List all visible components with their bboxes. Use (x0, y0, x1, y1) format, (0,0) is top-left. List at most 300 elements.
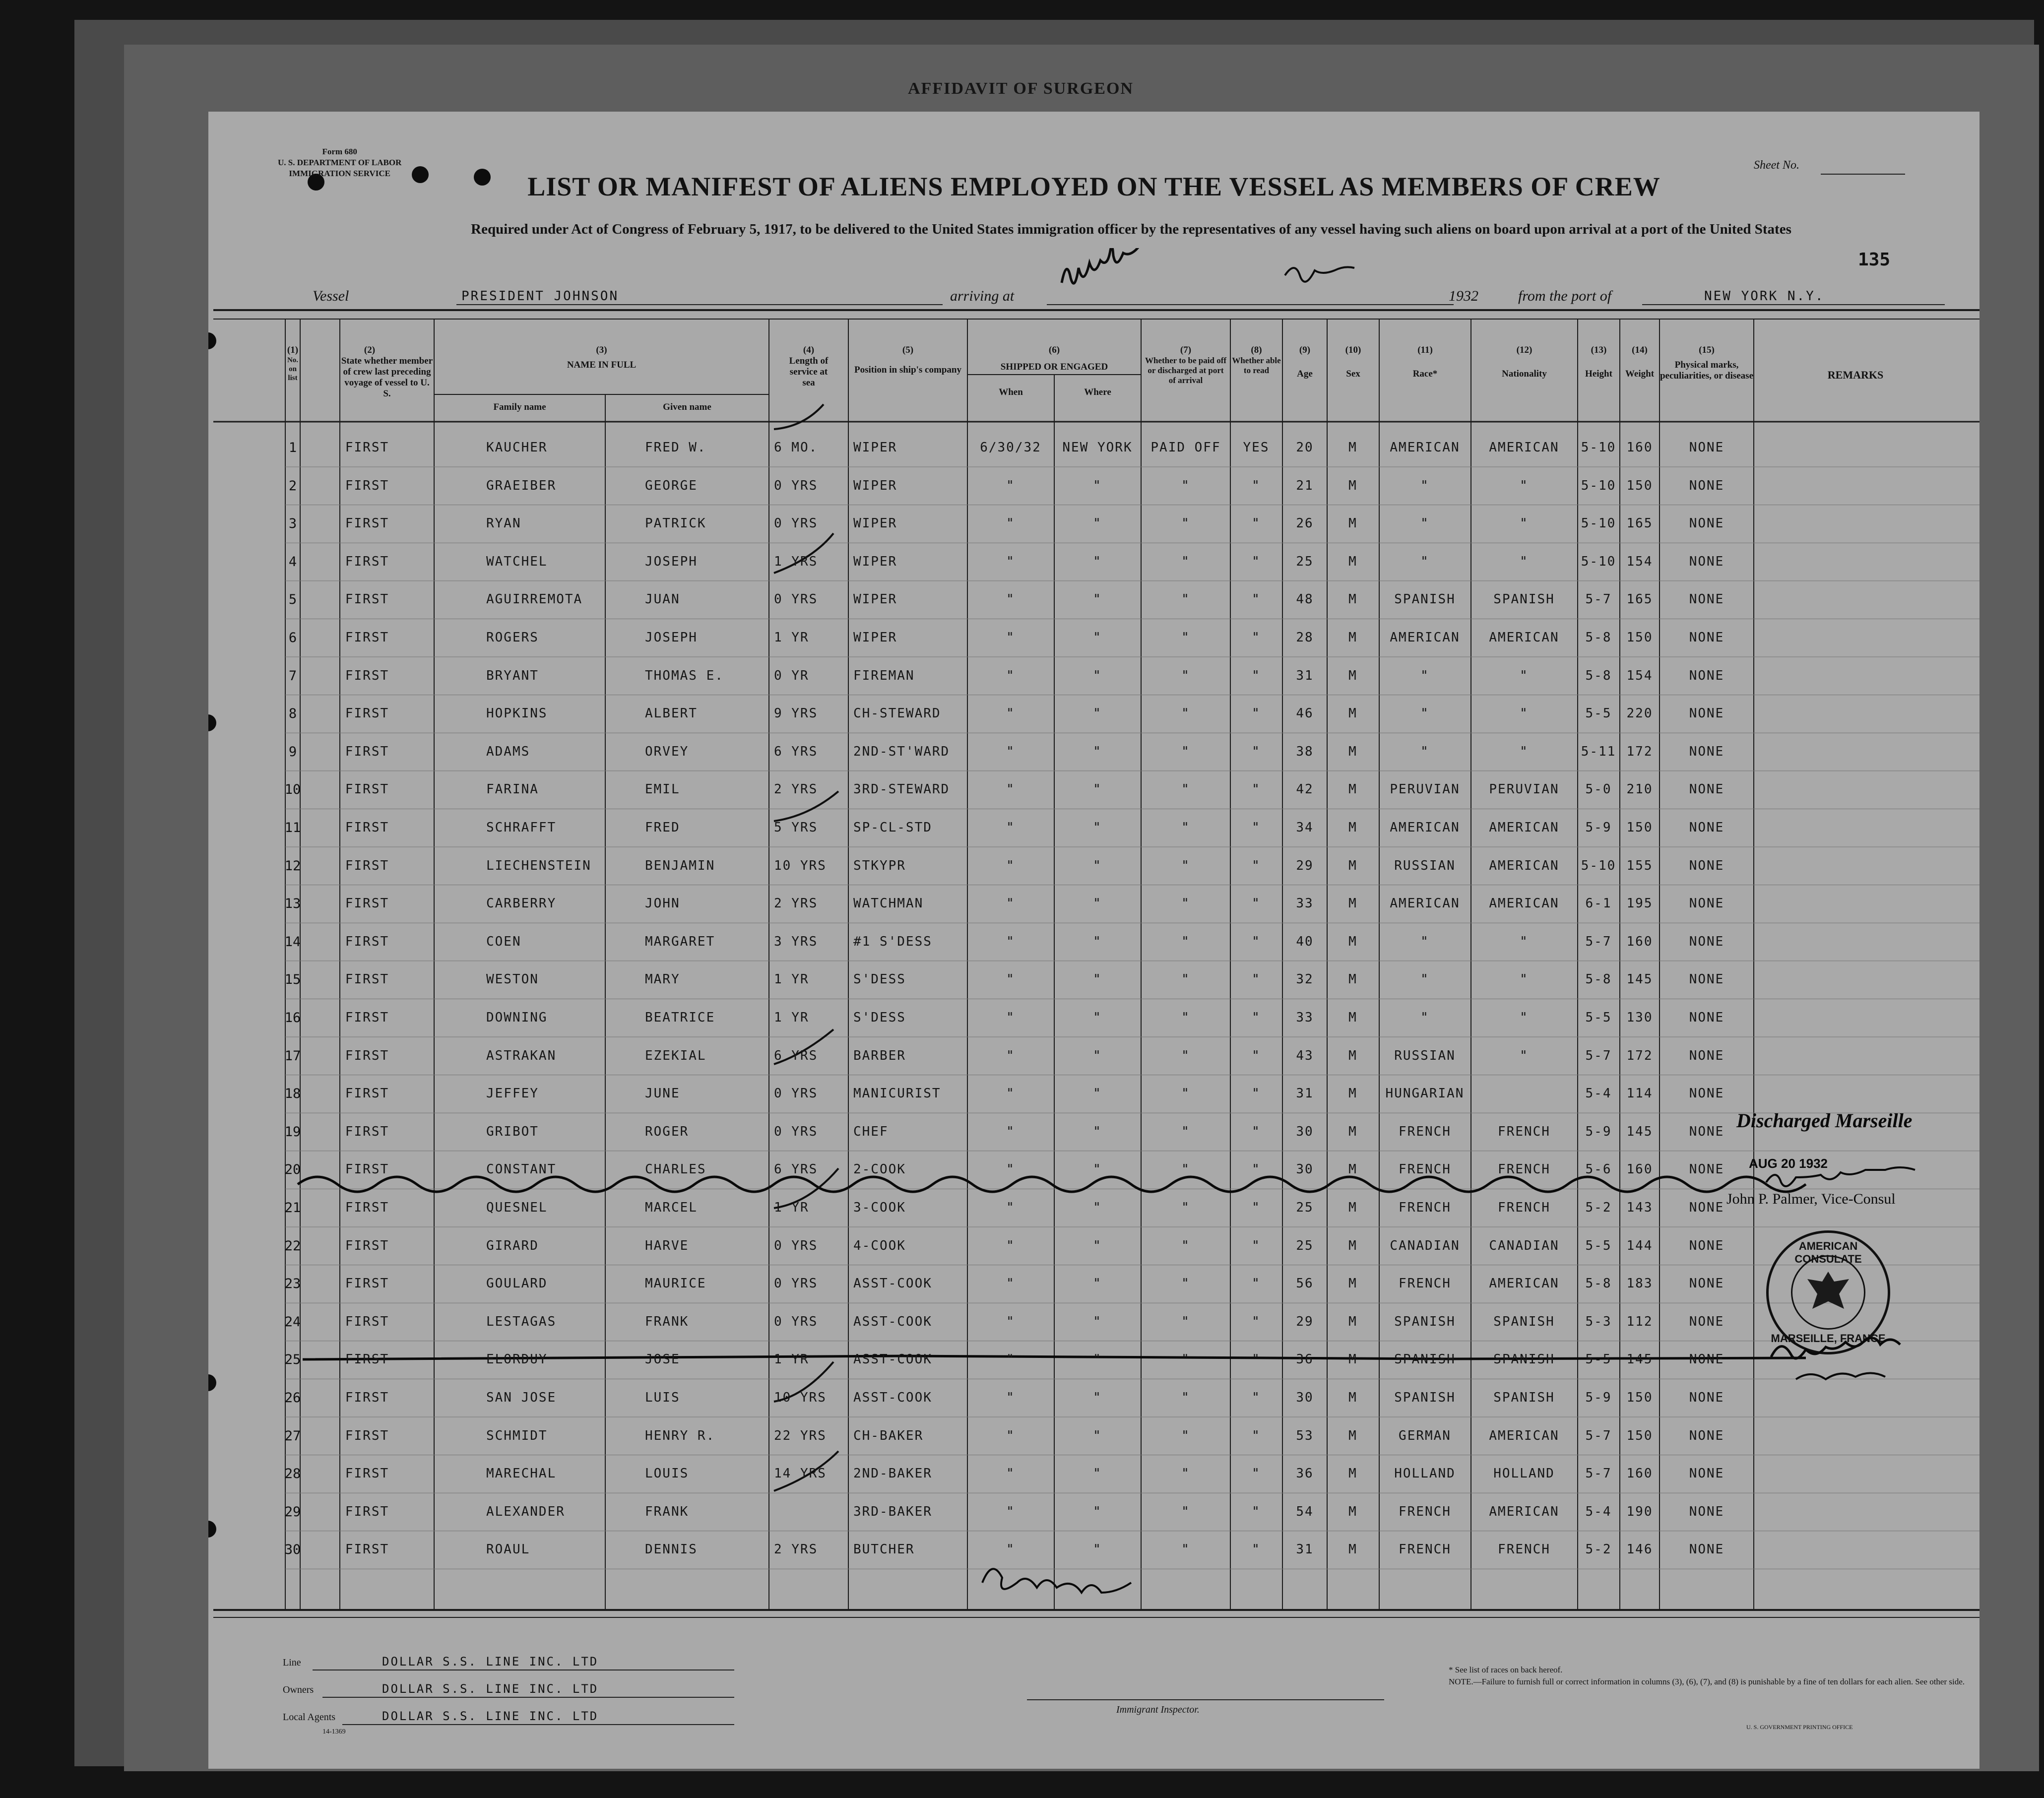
cell-marks: NONE (1689, 1504, 1725, 1519)
cell-marks: NONE (1689, 1200, 1725, 1215)
page-subtitle: Required under Act of Congress of February 5, 1917, to be delivered to the United States immigration officer by the representatives of any vessel having such aliens on board upon arrival at a port of the United States (471, 221, 1791, 237)
cell-when: " (1006, 972, 1015, 987)
cell-race: SPANISH (1394, 1314, 1456, 1329)
cell-service: 0 YRS (774, 1314, 818, 1329)
seal-bottom-text: MARSEILLE, FRANCE (1771, 1332, 1886, 1345)
page-title: LIST OR MANIFEST OF ALIENS EMPLOYED ON THE VESSEL AS MEMBERS OF CREW (527, 172, 1661, 201)
cell-race: AMERICAN (1390, 896, 1460, 911)
cell-race: " (1420, 706, 1429, 721)
cell-age: 53 (1296, 1428, 1314, 1443)
cell-weight: 210 (1626, 782, 1653, 797)
cell-race: PERUVIAN (1390, 782, 1460, 797)
col-num: (10) (1345, 345, 1361, 355)
cell-given: HARVE (645, 1238, 689, 1253)
cell-given: FRANK (645, 1314, 689, 1329)
cell-where: " (1093, 1124, 1102, 1139)
cell-weight: 172 (1626, 1048, 1653, 1063)
cell-read: " (1252, 1504, 1261, 1519)
cell-no: 17 (284, 1048, 301, 1064)
cell-race: " (1420, 1010, 1429, 1025)
cell-read: " (1252, 592, 1261, 607)
fine-note: NOTE.—Failure to furnish full or correct information in columns (3), (6), (7), and (8) is punishable by a fine of ten dollars for each alien. See other side. (1449, 1677, 1965, 1686)
cell-service: 10 YRS (774, 858, 827, 873)
cell-weight: 145 (1626, 1124, 1653, 1139)
cell-given: ROGER (645, 1124, 689, 1139)
cell-weight: 150 (1626, 630, 1653, 645)
cell-paid: " (1181, 592, 1190, 607)
cell-weight: 114 (1626, 1086, 1653, 1101)
inspector-initials (972, 1553, 1220, 1612)
col-num: (12) (1516, 345, 1533, 355)
cell-race: AMERICAN (1390, 820, 1460, 835)
col-label: Sex (1346, 369, 1360, 379)
cell-height: 5-8 (1585, 972, 1612, 987)
cell-where: " (1093, 1352, 1102, 1367)
cell-height: 5-10 (1581, 554, 1616, 569)
line-value: DOLLAR S.S. LINE INC. LTD (382, 1655, 599, 1669)
cell-sex: M (1348, 782, 1357, 797)
cell-age: 56 (1296, 1276, 1314, 1291)
cell-when: " (1006, 744, 1015, 759)
cell-service: 1 YR (774, 972, 809, 987)
cell-height: 5-7 (1585, 592, 1612, 607)
cell-position: STKYPR (853, 858, 906, 873)
cell-paid: " (1181, 630, 1190, 645)
cell-given: JUAN (645, 592, 680, 607)
cell-status: FIRST (345, 1542, 389, 1557)
cell-race: " (1420, 972, 1429, 987)
form-number-label: Form 680 (322, 147, 357, 156)
col-num: (1) (287, 345, 299, 355)
cell-marks: NONE (1689, 516, 1725, 531)
cell-height: 5-3 (1585, 1314, 1612, 1329)
vessel-label: Vessel (313, 288, 349, 304)
cell-status: FIRST (345, 592, 389, 607)
cell-when: " (1006, 1010, 1015, 1025)
cell-service: 1 YR (774, 1200, 809, 1215)
cell-race: " (1420, 516, 1429, 531)
cell-height: 5-8 (1585, 1276, 1612, 1291)
cell-family: DOWNING (486, 1010, 548, 1025)
col-num: (7) (1180, 345, 1192, 355)
cell-service: 0 YRS (774, 1086, 818, 1101)
cell-sex: M (1348, 972, 1357, 987)
cell-read: " (1252, 896, 1261, 911)
date-stamp: AUG 20 1932 (1749, 1156, 1828, 1171)
cell-service: 0 YR (774, 668, 809, 683)
cell-service: 10 YRS (774, 1390, 827, 1405)
cell-nat: AMERICAN (1489, 896, 1559, 911)
cell-given: LOUIS (645, 1466, 689, 1481)
cell-age: 33 (1296, 896, 1314, 911)
cell-sex: M (1348, 1010, 1357, 1025)
cell-age: 25 (1296, 554, 1314, 569)
cell-paid: " (1181, 706, 1190, 721)
cell-when: " (1006, 554, 1015, 569)
cell-family: LESTAGAS (486, 1314, 557, 1329)
cell-no: 26 (284, 1390, 301, 1406)
cell-status: FIRST (345, 1504, 389, 1519)
cell-sex: M (1348, 858, 1357, 873)
cell-where: " (1093, 1466, 1102, 1481)
col-label: State whether member of crew last preceding voyage of vessel to U. S. (341, 356, 433, 399)
cell-when: " (1006, 782, 1015, 797)
cell-read: " (1252, 934, 1261, 949)
cell-age: 42 (1296, 782, 1314, 797)
cell-race: " (1420, 934, 1429, 949)
cell-marks: NONE (1689, 1428, 1725, 1443)
cell-read: " (1252, 858, 1261, 873)
seal-top-text: AMERICAN CONSULATE (1794, 1240, 1862, 1265)
cell-service: 9 YRS (774, 706, 818, 721)
cell-read: " (1252, 1466, 1261, 1481)
cell-given: MAURICE (645, 1276, 706, 1291)
agents-underline (342, 1724, 734, 1725)
cell-marks: NONE (1689, 1352, 1725, 1367)
cell-family: GOULARD (486, 1276, 548, 1291)
cell-no: 18 (284, 1086, 301, 1102)
owners-label: Owners (283, 1684, 314, 1695)
cell-marks: NONE (1689, 440, 1725, 455)
col-num: (9) (1299, 345, 1311, 355)
col-header-9 (1282, 345, 1327, 380)
consul-name: John P. Palmer, Vice-Consul (1726, 1191, 1896, 1207)
cell-service: 6 YRS (774, 1048, 818, 1063)
cell-race: HOLLAND (1394, 1466, 1456, 1481)
cell-service: 0 YRS (774, 1238, 818, 1253)
cell-position: FIREMAN (853, 668, 915, 683)
cell-no: 23 (284, 1276, 301, 1292)
cell-service: 1 YRS (774, 554, 818, 569)
sheet-label: Sheet No. (1754, 159, 1799, 172)
cell-status: FIRST (345, 1314, 389, 1329)
cell-service: 2 YRS (774, 896, 818, 911)
cell-age: 33 (1296, 1010, 1314, 1025)
cell-status: FIRST (345, 1466, 389, 1481)
cell-age: 46 (1296, 706, 1314, 721)
cell-race: RUSSIAN (1394, 1048, 1456, 1063)
cell-read: " (1252, 630, 1261, 645)
cell-given: MARY (645, 972, 680, 987)
cell-status: FIRST (345, 1238, 389, 1253)
cell-given: ALBERT (645, 706, 698, 721)
cell-where: " (1093, 858, 1102, 873)
cell-nat: AMERICAN (1489, 1428, 1559, 1443)
cell-weight: 165 (1626, 516, 1653, 531)
cell-sex: M (1348, 1390, 1357, 1405)
cell-nat: AMERICAN (1489, 820, 1559, 835)
cell-service: 6 YRS (774, 1162, 818, 1177)
cell-position: S'DESS (853, 1010, 906, 1025)
cell-age: 36 (1296, 1352, 1314, 1367)
cell-status: FIRST (345, 1048, 389, 1063)
cell-height: 5-4 (1585, 1086, 1612, 1101)
cell-no: 2 (288, 478, 297, 494)
cell-marks: NONE (1689, 972, 1725, 987)
cell-read: " (1252, 554, 1261, 569)
cell-marks: NONE (1689, 1390, 1725, 1405)
cell-age: 48 (1296, 592, 1314, 607)
cell-position: 4-COOK (853, 1238, 906, 1253)
cell-when: " (1006, 1542, 1015, 1557)
cell-marks: NONE (1689, 1314, 1725, 1329)
cell-where: " (1093, 820, 1102, 835)
col-header-8 (1230, 345, 1282, 376)
col-num: (5) (902, 345, 914, 355)
cell-read: " (1252, 782, 1261, 797)
cell-where: " (1093, 1162, 1102, 1177)
year-suffix: 2 (1471, 288, 1478, 304)
cell-service: 0 YRS (774, 592, 818, 607)
cell-no: 14 (284, 934, 301, 950)
cell-position: 2ND-ST'WARD (853, 744, 950, 759)
cell-read: " (1252, 1048, 1261, 1063)
cell-where: NEW YORK (1062, 440, 1133, 455)
col-label: No. on list (287, 356, 299, 382)
cell-paid: " (1181, 1390, 1190, 1405)
cell-height: 5-2 (1585, 1542, 1612, 1557)
cell-where: " (1093, 934, 1102, 949)
cell-height: 5-4 (1585, 1504, 1612, 1519)
cell-marks: NONE (1689, 478, 1725, 493)
cell-paid: " (1181, 1504, 1190, 1519)
cell-nat: AMERICAN (1489, 440, 1559, 455)
cell-age: 30 (1296, 1390, 1314, 1405)
cell-marks: NONE (1689, 782, 1725, 797)
col-num: (2) (364, 345, 376, 355)
cell-when: " (1006, 1428, 1015, 1443)
cell-no: 3 (288, 516, 297, 532)
backing-title: AFFIDAVIT OF SURGEON (908, 79, 1134, 98)
col-header-12 (1471, 345, 1578, 380)
owners-value: DOLLAR S.S. LINE INC. LTD (382, 1682, 599, 1696)
cell-read: " (1252, 1428, 1261, 1443)
cell-age: 25 (1296, 1238, 1314, 1253)
cell-height: 6-1 (1585, 896, 1612, 911)
cell-weight: 165 (1626, 592, 1653, 607)
cell-paid: " (1181, 1466, 1190, 1481)
cell-race: " (1420, 554, 1429, 569)
cell-no: 22 (284, 1238, 301, 1254)
cell-status: FIRST (345, 554, 389, 569)
cell-paid: " (1181, 1086, 1190, 1101)
cell-given: CHARLES (645, 1162, 706, 1177)
col-num: (15) (1699, 345, 1715, 355)
col-label: Age (1297, 369, 1313, 379)
cell-position: S'DESS (853, 972, 906, 987)
cell-race: SPANISH (1394, 1352, 1456, 1367)
cell-family: GIRARD (486, 1238, 539, 1253)
cell-service: 14 YRS (774, 1466, 827, 1481)
subheader-where: Where (1084, 387, 1111, 397)
cell-status: FIRST (345, 1390, 389, 1405)
cell-read: " (1252, 1124, 1261, 1139)
cell-age: 28 (1296, 630, 1314, 645)
cell-nat: AMERICAN (1489, 1276, 1559, 1291)
cell-race: FRENCH (1399, 1542, 1451, 1557)
cell-paid: " (1181, 1352, 1190, 1367)
service-label: IMMIGRATION SERVICE (289, 169, 390, 178)
cell-given: EZEKIAL (645, 1048, 706, 1063)
cell-position: WATCHMAN (853, 896, 924, 911)
cell-service: 22 YRS (774, 1428, 827, 1443)
col-label: NAME IN FULL (567, 360, 637, 370)
cell-position: BUTCHER (853, 1542, 915, 1557)
cell-service: 0 YRS (774, 1124, 818, 1139)
cell-family: CONSTANT (486, 1162, 557, 1177)
cell-service: 5 YRS (774, 820, 818, 835)
cell-weight: 155 (1626, 858, 1653, 873)
vessel-name: PRESIDENT JOHNSON (461, 289, 619, 304)
cell-paid: " (1181, 858, 1190, 873)
cell-age: 25 (1296, 1200, 1314, 1215)
cell-service: 1 YR (774, 1010, 809, 1025)
cell-height: 5-7 (1585, 1428, 1612, 1443)
cell-paid: " (1181, 972, 1190, 987)
cell-sex: M (1348, 630, 1357, 645)
cell-position: CH-STEWARD (853, 706, 941, 721)
cell-nat: AMERICAN (1489, 1504, 1559, 1519)
cell-when: " (1006, 1466, 1015, 1481)
cell-weight: 143 (1626, 1200, 1653, 1215)
cell-family: ELORDUY (486, 1352, 548, 1367)
year-prefix: 193 (1449, 288, 1471, 304)
cell-service: 0 YRS (774, 478, 818, 493)
cell-nat: " (1520, 706, 1529, 721)
col-label: Position in ship's company (854, 365, 961, 375)
cell-age: 38 (1296, 744, 1314, 759)
cell-service: 0 YRS (774, 516, 818, 531)
cell-nat: " (1520, 668, 1529, 683)
cell-position: #1 S'DESS (853, 934, 932, 949)
cell-weight: 160 (1626, 934, 1653, 949)
cell-given: LUIS (645, 1390, 680, 1405)
cell-height: 5-5 (1585, 1238, 1612, 1253)
cell-where: " (1093, 1542, 1102, 1557)
cell-when: " (1006, 1276, 1015, 1291)
cell-no: 25 (284, 1352, 301, 1368)
cell-when: " (1006, 1124, 1015, 1139)
discharged-note: Discharged Marseille (1736, 1109, 1913, 1132)
col-header-3 (434, 345, 769, 371)
cell-family: SCHMIDT (486, 1428, 548, 1443)
cell-position: WIPER (853, 516, 897, 531)
cell-race: " (1420, 668, 1429, 683)
col-num: (3) (596, 345, 607, 355)
cell-status: FIRST (345, 440, 389, 455)
cell-weight: 190 (1626, 1504, 1653, 1519)
cell-marks: NONE (1689, 592, 1725, 607)
col-num: (4) (803, 345, 815, 355)
cell-age: 29 (1296, 1314, 1314, 1329)
cell-height: 5-9 (1585, 820, 1612, 835)
cell-no: 30 (284, 1542, 301, 1558)
cell-given: JOSEPH (645, 630, 698, 645)
cell-status: FIRST (345, 668, 389, 683)
cell-nat: AMERICAN (1489, 858, 1559, 873)
cell-given: EMIL (645, 782, 680, 797)
cell-service: 0 YRS (774, 1276, 818, 1291)
cell-given: GEORGE (645, 478, 698, 493)
cell-marks: NONE (1689, 668, 1725, 683)
department-label: U. S. DEPARTMENT OF LABOR (278, 158, 402, 167)
cell-position: MANICURIST (853, 1086, 941, 1101)
cell-family: WATCHEL (486, 554, 548, 569)
cell-no: 12 (284, 858, 301, 874)
eagle-icon (1792, 1257, 1864, 1328)
cell-status: FIRST (345, 858, 389, 873)
cell-when: " (1006, 1238, 1015, 1253)
cell-height: 5-10 (1581, 478, 1616, 493)
form-code: 14-1369 (322, 1728, 346, 1735)
printer-note: U. S. GOVERNMENT PRINTING OFFICE (1746, 1724, 1853, 1731)
cell-read: " (1252, 1010, 1261, 1025)
cell-weight: 220 (1626, 706, 1653, 721)
col-num: (8) (1251, 345, 1262, 355)
cell-where: " (1093, 554, 1102, 569)
cell-marks: NONE (1689, 858, 1725, 873)
cell-paid: " (1181, 782, 1190, 797)
cell-age: 34 (1296, 820, 1314, 835)
cell-race: FRENCH (1399, 1276, 1451, 1291)
cell-sex: M (1348, 706, 1357, 721)
cell-family: ALEXANDER (486, 1504, 565, 1519)
cell-age: 31 (1296, 1542, 1314, 1557)
cell-age: 26 (1296, 516, 1314, 531)
cell-where: " (1093, 782, 1102, 797)
cell-sex: M (1348, 1466, 1357, 1481)
cell-weight: 146 (1626, 1542, 1653, 1557)
col-label: Whether able to read (1232, 356, 1281, 375)
cell-given: JOSEPH (645, 554, 698, 569)
cell-read: " (1252, 1314, 1261, 1329)
cell-age: 30 (1296, 1162, 1314, 1177)
cell-age: 31 (1296, 668, 1314, 683)
cell-age: 30 (1296, 1124, 1314, 1139)
cell-nat: " (1520, 744, 1529, 759)
cell-family: SCHRAFFT (486, 820, 557, 835)
cell-when: " (1006, 896, 1015, 911)
cell-where: " (1093, 1504, 1102, 1519)
cell-weight: 154 (1626, 554, 1653, 569)
cell-age: 43 (1296, 1048, 1314, 1063)
cell-sex: M (1348, 1048, 1357, 1063)
cell-weight: 150 (1626, 1390, 1653, 1405)
cell-given: MARGARET (645, 934, 715, 949)
cell-weight: 150 (1626, 820, 1653, 835)
cell-sex: M (1348, 934, 1357, 949)
cell-no: 15 (284, 972, 301, 988)
cell-marks: NONE (1689, 1238, 1725, 1253)
cell-family: KAUCHER (486, 440, 548, 455)
cell-given: DENNIS (645, 1542, 698, 1557)
cell-paid: " (1181, 1542, 1190, 1557)
cell-race: FRENCH (1399, 1200, 1451, 1215)
cell-height: 5-7 (1585, 1466, 1612, 1481)
cell-weight: 150 (1626, 478, 1653, 493)
cell-sex: M (1348, 1428, 1357, 1443)
cell-when: " (1006, 478, 1015, 493)
cell-given: FRED W. (645, 440, 706, 455)
cell-height: 5-10 (1581, 440, 1616, 455)
cell-position: 2-COOK (853, 1162, 906, 1177)
cell-paid: " (1181, 1010, 1190, 1025)
cell-no: 29 (284, 1504, 301, 1520)
cell-service: 2 YRS (774, 1542, 818, 1557)
col-num: (6) (1048, 345, 1060, 355)
cell-paid: " (1181, 554, 1190, 569)
cell-position: BARBER (853, 1048, 906, 1063)
